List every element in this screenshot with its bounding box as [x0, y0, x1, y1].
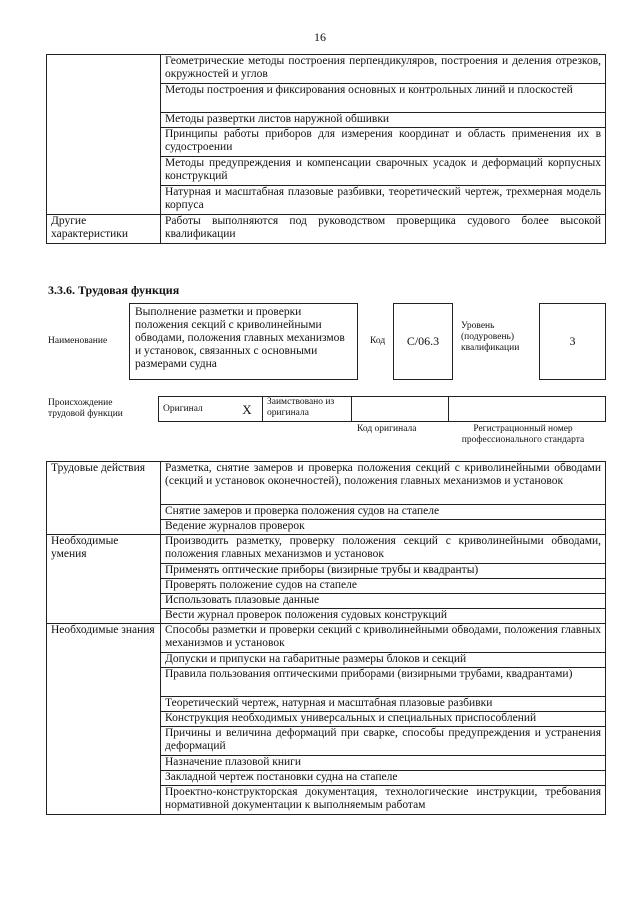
table-row: Принципы работы приборов для измерения координат и область применения их в судостроении [161, 128, 606, 157]
code-label: Код [370, 336, 386, 346]
table-row: Снятие замеров и проверка положения судов на стапеле [161, 505, 606, 520]
table-row: Использовать плазовые данные [161, 594, 606, 609]
table-row: Назначение плазовой книги [161, 756, 606, 771]
table-row: Конструкция необходимых универсальных и специальных приспособлений [161, 712, 606, 727]
skills-label: Необходимые умения [47, 535, 161, 624]
table-row: Производить разметку, проверку положения секций с криволинейными обводами, положения главных механизмов и установок [161, 535, 606, 564]
other-characteristics-value: Работы выполняются под руководством проверщика судового более высокой квалификации [161, 215, 606, 244]
table-row: Методы предупреждения и компенсации сварочных усадок и деформаций корпусных конструкций [161, 157, 606, 186]
table-row: Ведение журналов проверок [161, 520, 606, 535]
top-knowledge-table [46, 54, 606, 244]
origin-label: Происхождение трудовой функции [48, 398, 123, 419]
qualification-level-box: 3 [539, 303, 606, 380]
table-row: Способы разметки и проверки секций с криволинейными обводами, положения главных механизмов и установок [161, 624, 606, 653]
empty-label-cell [47, 55, 161, 215]
registration-number-cell [449, 397, 606, 422]
table-row: Геометрические методы построения перпендикуляров, построения и деления отрезков, окружностей и углов [161, 55, 606, 84]
section-title: 3.3.6. Трудовая функция [48, 283, 180, 297]
original-label: Оригинал [159, 397, 233, 422]
table-row: Применять оптические приборы (визирные трубы и квадранты) [161, 564, 606, 579]
table-row: Проверять положение судов на стапеле [161, 579, 606, 594]
knowledge-label: Необходимые знания [47, 624, 161, 815]
table-row: Закладной чертеж постановки судна на стапеле [161, 771, 606, 786]
table-row: Допуски и припуски на габаритные размеры блоков и секций [161, 653, 606, 668]
original-code-cell [352, 397, 449, 422]
table-row: Правила пользования оптическими приборами (визирными трубами, квадрантами) [161, 668, 606, 697]
table-row: Вести журнал проверок положения судовых конструкций [161, 609, 606, 624]
name-label: Наименование [48, 336, 108, 346]
original-code-caption: Код оригинала [357, 424, 417, 434]
actions-label: Трудовые действия [47, 462, 161, 535]
table-row: Теоретический чертеж, натурная и масштабная плазовые разбивки [161, 697, 606, 712]
page-number: 16 [314, 30, 326, 44]
table-row: Разметка, снятие замеров и проверка положения секций с криволинейными обводами (секций и установок оконечностей), положения главных механизмов и установок [161, 462, 606, 505]
function-code-box: С/06.3 [393, 303, 453, 380]
other-characteristics-label: Другие характеристики [47, 215, 161, 244]
table-row: Причины и величина деформаций при сварке, способы предупреждения и устранения деформаций [161, 727, 606, 756]
registration-number-caption: Регистрационный номер профессионального стандарта [461, 424, 585, 445]
table-row: Методы развертки листов наружной обшивки [161, 113, 606, 128]
borrowed-label: Заимствовано из оригинала [263, 397, 352, 422]
table-row: Натурная и масштабная плазовые разбивки, теоретический чертеж, трехмерная модель корпуса [161, 186, 606, 215]
function-name-box: Выполнение разметки и проверки положения секций с криволинейными обводами, положения главных механизмов и установок, связанных с основными размерами судна [129, 303, 358, 380]
table-row: Методы построения и фиксирования основных и контрольных линий и плоскостей [161, 84, 606, 113]
origin-table [158, 396, 606, 422]
labor-function-table [46, 461, 606, 815]
qualification-level-label: Уровень (подуровень) квалификации [461, 321, 520, 353]
original-mark: X [232, 397, 263, 422]
table-row: Проектно-конструкторская документация, технологические инструкции, требования нормативной документации к выполняемым работам [161, 786, 606, 815]
